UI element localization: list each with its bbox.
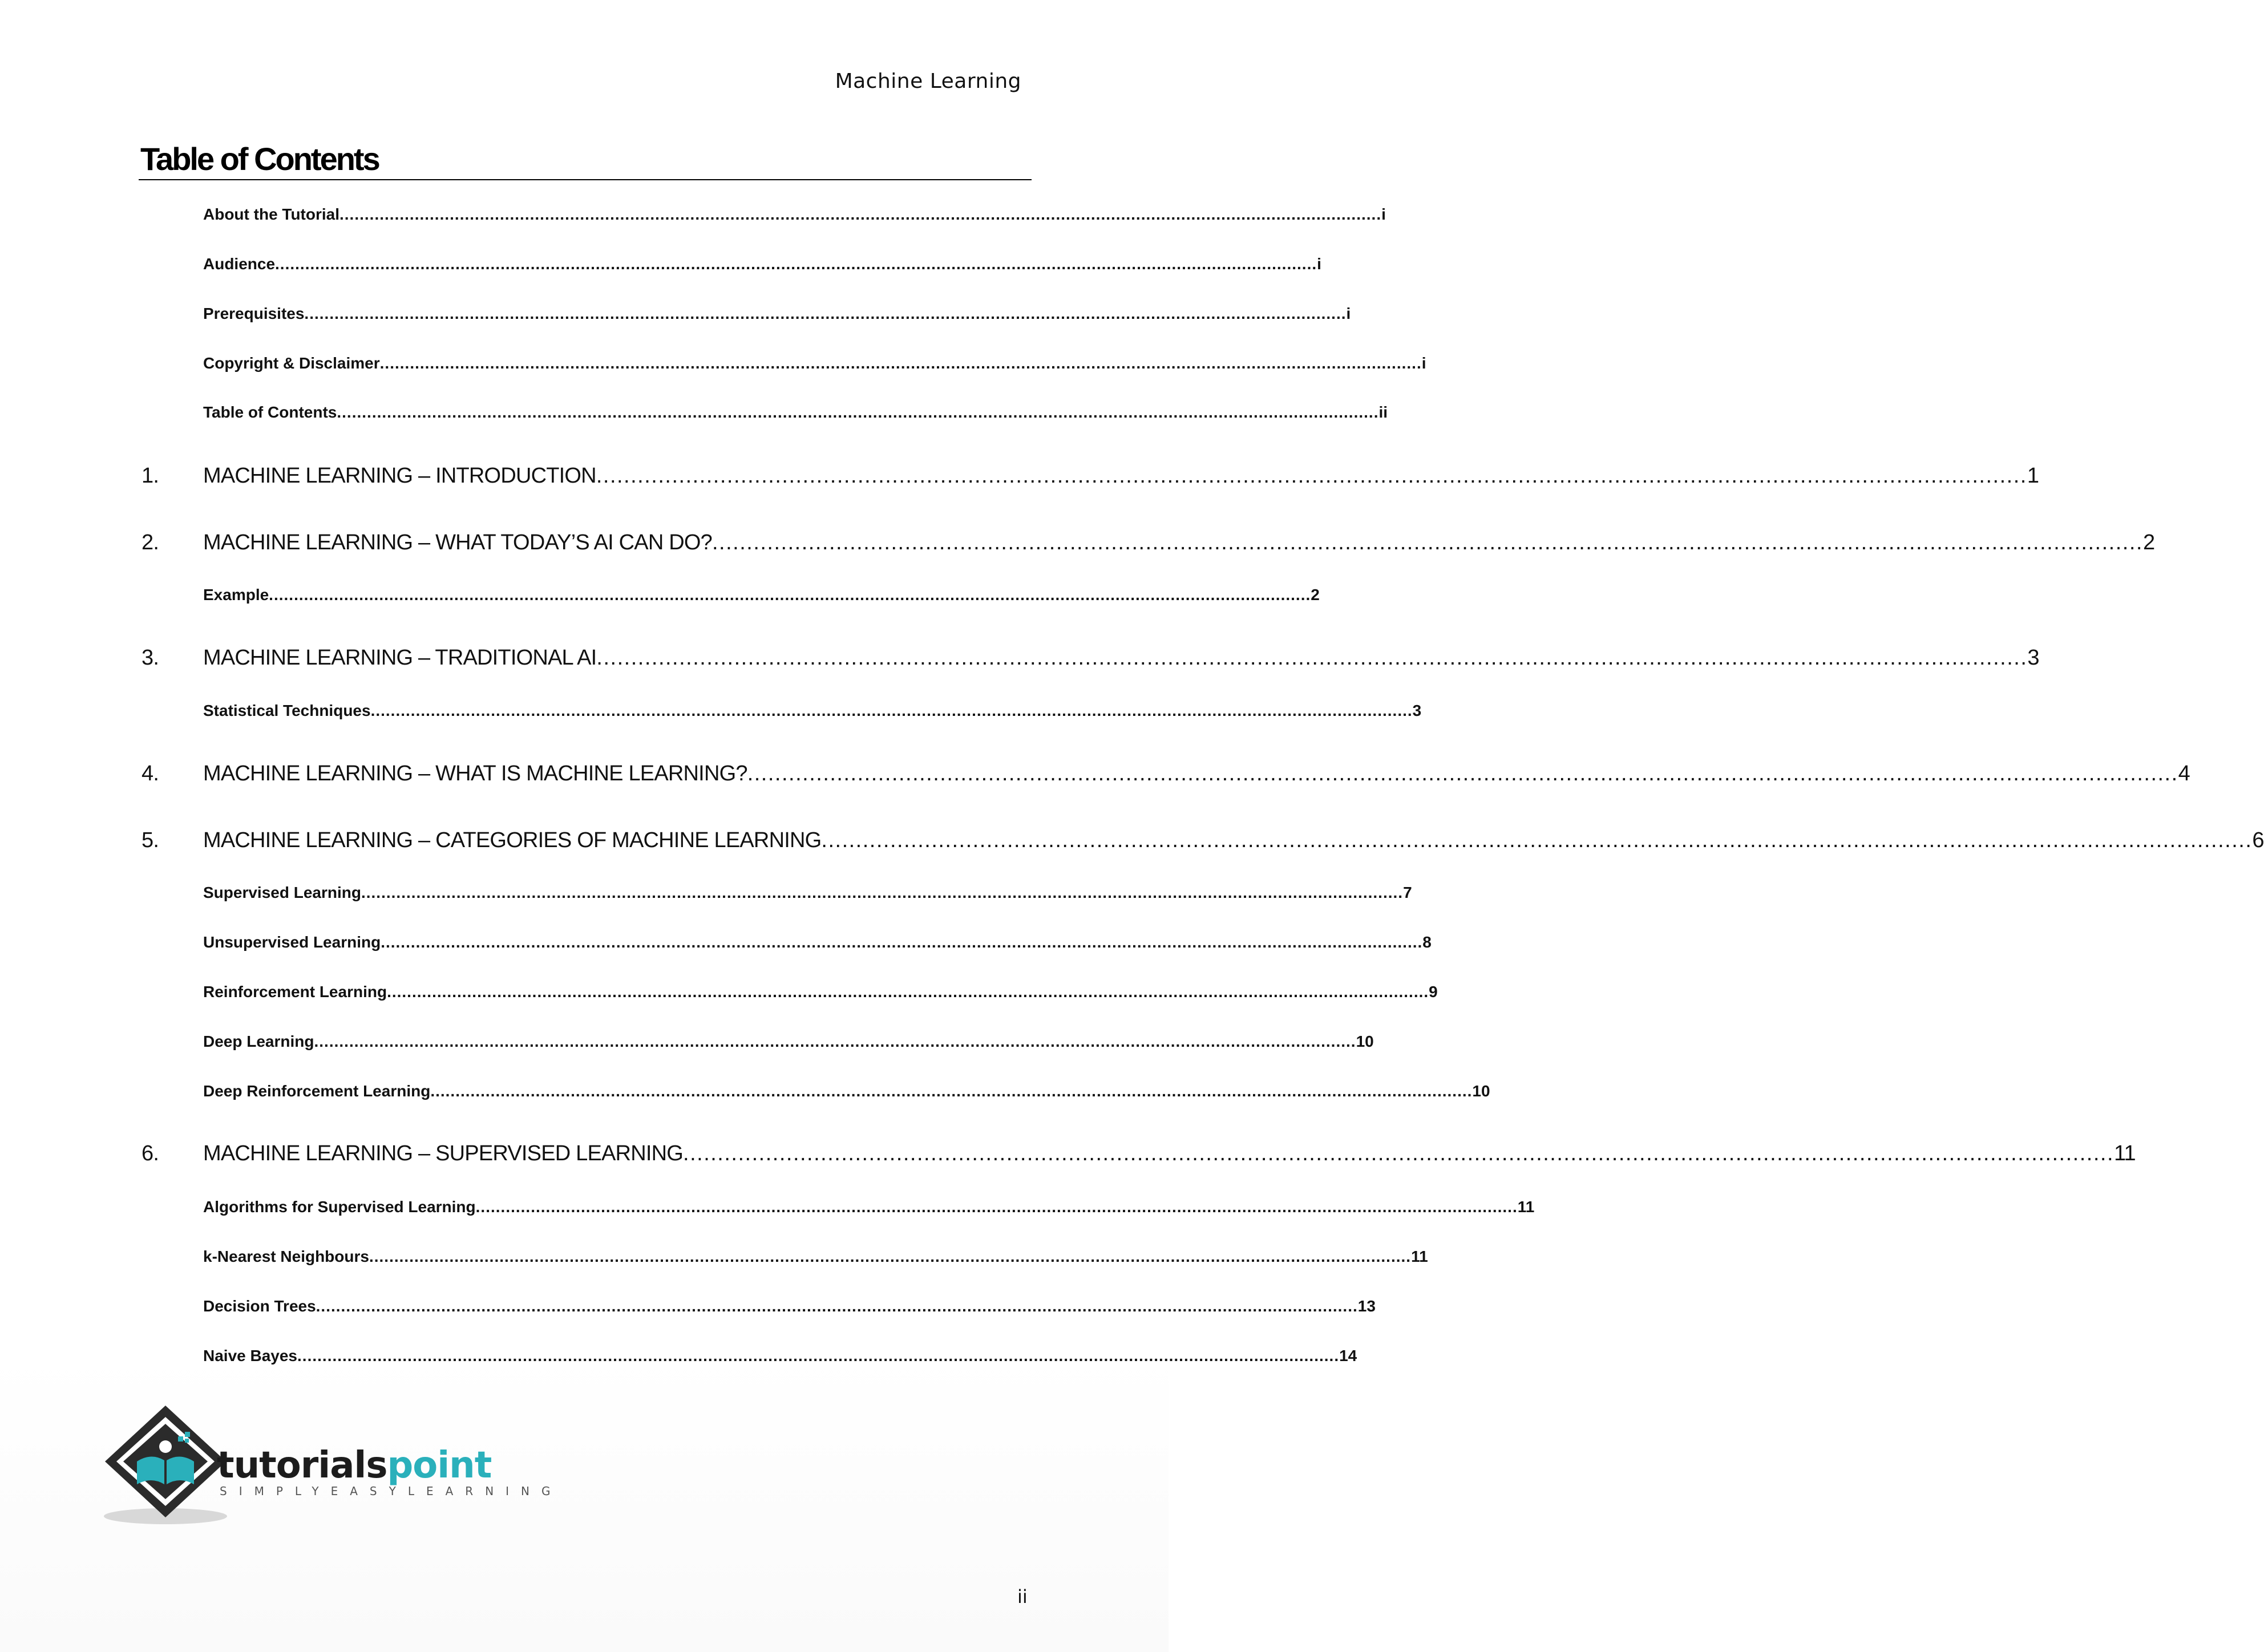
toc-entry-page: 2: [1311, 586, 1320, 604]
toc-entry-label: Unsupervised Learning: [203, 933, 381, 951]
dot-leader: ................................................................................................................................................................................................................: [747, 762, 2178, 785]
toc-entry-page: 1: [2027, 464, 2039, 488]
dot-leader: ................................................................................................................................................................................................................: [297, 1347, 1340, 1364]
dot-leader: ................................................................................................................................................................................................................: [596, 464, 2027, 488]
dot-leader: ................................................................................................................................................................................................................: [369, 1248, 1412, 1265]
logo-wordmark: [217, 1444, 491, 1487]
toc-chapter[interactable]: [142, 464, 2039, 488]
toc-entry-page: 11: [2114, 1141, 2136, 1165]
toc-entry-page: 10: [1356, 1032, 1374, 1050]
dot-leader: ................................................................................................................................................................................................................: [370, 702, 1413, 719]
logo-tagline: SIMPLYEASYLEARNING: [220, 1484, 563, 1498]
dot-leader: ................................................................................................................................................................................................................: [711, 531, 2143, 554]
dot-leader: ................................................................................................................................................................................................................: [337, 403, 1379, 421]
toc-entry-label: Statistical Techniques: [203, 702, 371, 719]
running-header: Machine Learning: [835, 70, 1021, 93]
toc-entry-page: 6: [2252, 828, 2264, 852]
toc-entry-page: 9: [1429, 983, 1438, 1001]
toc-entry[interactable]: [203, 354, 1426, 372]
toc-entry[interactable]: [203, 1198, 1535, 1216]
toc-entry-label: Naive Bayes: [203, 1347, 298, 1364]
toc-chapter[interactable]: [142, 531, 2155, 555]
dot-leader: ................................................................................................................................................................................................................: [596, 646, 2028, 670]
dot-leader: ................................................................................................................................................................................................................: [314, 1032, 1356, 1050]
chapter-number: 2.: [142, 531, 159, 554]
toc-entry-page: i: [1421, 354, 1426, 372]
toc-entry-label: MACHINE LEARNING – TRADITIONAL AI: [203, 646, 597, 670]
toc-entry-page: 13: [1357, 1297, 1376, 1315]
toc-entry-label: Algorithms for Supervised Learning: [203, 1198, 476, 1216]
toc-entry[interactable]: [203, 884, 1412, 902]
logo-word-tutorials: tutorials: [217, 1444, 387, 1487]
chapter-number: 6.: [142, 1141, 159, 1165]
dot-leader: ................................................................................................................................................................................................................: [381, 933, 1423, 951]
tutorialspoint-logo: [103, 1404, 563, 1530]
toc-entry[interactable]: [203, 702, 1422, 720]
dot-leader: ................................................................................................................................................................................................................: [316, 1297, 1358, 1315]
toc-entry-label: MACHINE LEARNING – WHAT IS MACHINE LEARNING?: [203, 762, 747, 785]
toc-entry-page: 3: [2027, 646, 2039, 670]
toc-entry-label: Prerequisites: [203, 305, 305, 322]
chapter-number: 1.: [142, 464, 159, 488]
toc-title: Table of Contents: [140, 141, 379, 177]
toc-entry-label: Table of Contents: [203, 403, 337, 421]
toc-entry[interactable]: [203, 1248, 1428, 1266]
dot-leader: ................................................................................................................................................................................................................: [821, 828, 2253, 852]
toc-chapter[interactable]: [142, 646, 2039, 670]
toc-entry-label: MACHINE LEARNING – SUPERVISED LEARNING: [203, 1141, 684, 1165]
toc-entry-label: Supervised Learning: [203, 884, 361, 901]
dot-leader: ................................................................................................................................................................................................................: [475, 1198, 1518, 1216]
toc-entry-label: MACHINE LEARNING – CATEGORIES OF MACHINE LEARNING: [203, 828, 822, 852]
dot-leader: ................................................................................................................................................................................................................: [430, 1082, 1473, 1100]
toc-entry[interactable]: [203, 1032, 1374, 1051]
toc-entry-page: i: [1381, 205, 1386, 223]
toc-entry-label: Audience: [203, 255, 276, 273]
toc-entry-label: Example: [203, 586, 269, 604]
toc-entry[interactable]: [203, 403, 1388, 422]
toc-entry-page: 2: [2142, 531, 2155, 554]
toc-chapter[interactable]: [142, 828, 2264, 853]
dot-leader: ................................................................................................................................................................................................................: [304, 305, 1347, 322]
toc-entry[interactable]: [203, 1297, 1376, 1315]
toc-entry-page: ii: [1378, 403, 1388, 421]
chapter-number: 3.: [142, 646, 159, 670]
logo-word-point: point: [387, 1444, 492, 1487]
toc-entry-page: 8: [1422, 933, 1432, 951]
toc-entry-page: 11: [1517, 1198, 1535, 1216]
dot-leader: ................................................................................................................................................................................................................: [361, 884, 1404, 901]
toc-entry[interactable]: [203, 305, 1351, 323]
toc-entry-page: i: [1317, 255, 1321, 273]
page-number: ii: [1017, 1586, 1028, 1608]
toc-entry-page: 14: [1339, 1347, 1357, 1364]
toc-entry-label: About the Tutorial: [203, 205, 339, 223]
toc-entry-page: i: [1346, 305, 1351, 322]
dot-leader: ................................................................................................................................................................................................................: [275, 255, 1317, 273]
toc-entry[interactable]: [203, 983, 1438, 1001]
toc-entry-page: 3: [1412, 702, 1422, 719]
toc-entry-label: Decision Trees: [203, 1297, 316, 1315]
toc-entry-page: 10: [1472, 1082, 1490, 1100]
toc-entry-label: MACHINE LEARNING – INTRODUCTION: [203, 464, 596, 488]
toc-entry-label: k-Nearest Neighbours: [203, 1248, 369, 1265]
dot-leader: ................................................................................................................................................................................................................: [387, 983, 1429, 1001]
toc-entry[interactable]: [203, 255, 1321, 273]
toc-entry-label: MACHINE LEARNING – WHAT TODAY’S AI CAN DO?: [203, 531, 712, 554]
toc-entry[interactable]: [203, 1082, 1490, 1100]
chapter-number: 5.: [142, 828, 159, 852]
toc-entry[interactable]: [203, 205, 1386, 224]
toc-entry-page: 4: [2178, 762, 2190, 785]
toc-entry-page: 7: [1403, 884, 1412, 901]
toc-entry-page: 11: [1411, 1248, 1428, 1265]
toc-entry[interactable]: [203, 1347, 1357, 1365]
toc-entry-label: Deep Learning: [203, 1032, 314, 1050]
dot-leader: ................................................................................................................................................................................................................: [379, 354, 1422, 372]
toc-entry[interactable]: [203, 933, 1432, 951]
toc-entry-label: Reinforcement Learning: [203, 983, 387, 1001]
toc-entry[interactable]: [203, 586, 1320, 604]
dot-leader: ................................................................................................................................................................................................................: [683, 1141, 2114, 1165]
chapter-number: 4.: [142, 762, 159, 785]
toc-entry-label: Copyright & Disclaimer: [203, 354, 380, 372]
toc-entry-label: Deep Reinforcement Learning: [203, 1082, 431, 1100]
toc-chapter[interactable]: [142, 1141, 2136, 1166]
toc-chapter[interactable]: [142, 762, 2190, 786]
dot-leader: ................................................................................................................................................................................................................: [339, 205, 1382, 223]
dot-leader: ................................................................................................................................................................................................................: [269, 586, 1311, 604]
